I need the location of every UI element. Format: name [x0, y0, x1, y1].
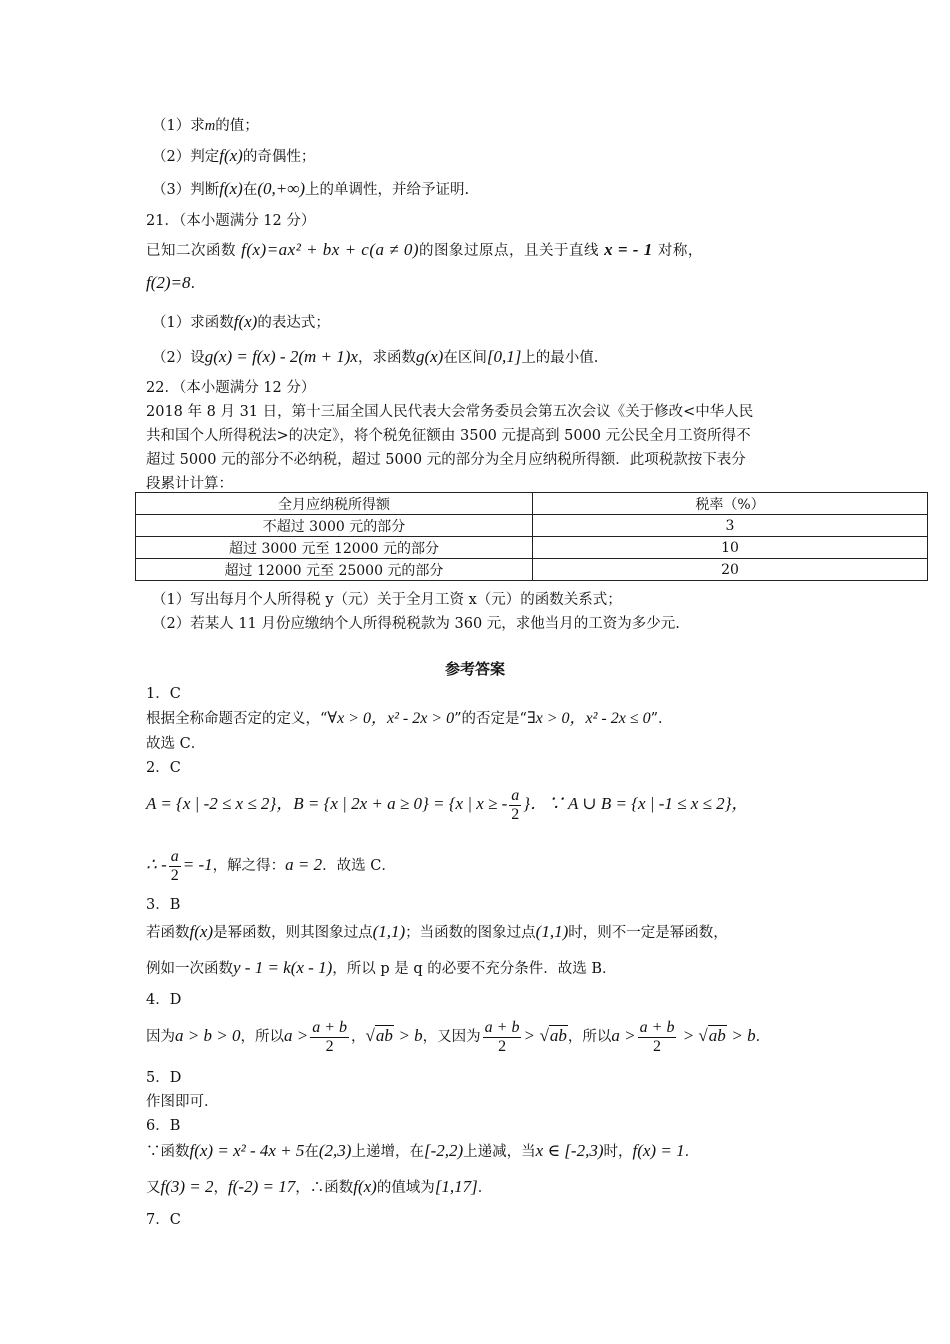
answer-3-head: 3．B	[146, 897, 181, 913]
fraction: $\frac{a + b}{2}$	[312, 1018, 347, 1055]
q20-part2: （2）判定f(x)的奇偶性；	[152, 146, 316, 165]
answer-6-line-1: ∵函数f(x) = x² - 4x + 5在(2,3)上递增，在[-2,2)上递减，当x ∈ [-2,3)时，f(x) = 1．	[146, 1141, 700, 1160]
q21-intro: 已知二次函数 f(x)=ax² + bx + c(a ≠ 0)的图象过原点，且关于直线 x = - 1 对称，	[146, 240, 703, 259]
table-cell: 超过 12000 元至 25000 元的部分	[136, 559, 533, 581]
answer-2-line-2: ∴ - $\frac{a}{2}$ = -1，解之得：a = 2．故选 C．	[146, 847, 396, 884]
table-header-row	[136, 493, 928, 515]
answer-7-head: 7．C	[146, 1212, 181, 1228]
answer-6-head: 6．B	[146, 1118, 181, 1134]
fraction: $\frac{a + b}{2}$	[639, 1018, 675, 1055]
q21-condition: f(2)=8.	[146, 273, 196, 292]
answer-1-head: 1．C	[146, 686, 181, 702]
answer-3-line-2: 例如一次函数y - 1 = k(x - 1)，所以 p 是 q 的必要不充分条件．故选 B．	[146, 958, 617, 977]
q22-para-line-4: 段累计计算：	[146, 476, 233, 492]
table-cell: 10	[533, 537, 928, 559]
q20-part1: （1）求m的值；	[152, 118, 259, 134]
table-cell: 超过 3000 元至 12000 元的部分	[136, 537, 533, 559]
table-cell: 20	[533, 559, 928, 581]
answer-4-head: 4．D	[146, 992, 182, 1008]
answer-5-head: 5．D	[146, 1070, 182, 1086]
answer-2-line-1: A = {x | -2 ≤ x ≤ 2}，B = {x | 2x + a ≥ 0} = {x | x ≥ - $\frac{a}{2}$ }．∵ A ∪ B = {x | -1 ≤ x ≤ 2}，	[146, 786, 749, 823]
q22-para-line-2: 共和国个人所得税法>的决定》，将个税免征额由 3500 元提高到 5000 元公民全月工资所得不	[146, 428, 751, 444]
q22-part2: （2）若某人 11 月份应缴纳个人所得税税款为 360 元，求他当月的工资为多少元.	[152, 616, 680, 632]
answer-6-line-2: 又f(3) = 2，f(-2) = 17，∴函数f(x)的值域为[1,17]．	[146, 1177, 493, 1196]
q21-part1: （1）求函数f(x)的表达式；	[152, 312, 330, 331]
table-row	[136, 537, 928, 559]
answer-5-line: 作图即可．	[146, 1094, 219, 1110]
table-row	[136, 515, 928, 537]
table-cell: 不超过 3000 元的部分	[136, 515, 533, 537]
answer-1-line-1: 根据全称命题否定的定义，“∀x > 0，x² - 2x > 0”的否定是“∃x > 0，x² - 2x ≤ 0”．	[146, 710, 673, 727]
q22-part1: （1）写出每月个人所得税 y（元）关于全月工资 x（元）的函数关系式；	[152, 592, 622, 608]
answer-2-head: 2．C	[146, 760, 181, 776]
q21-header: 21．（本小题满分 12 分）	[146, 213, 316, 229]
table-row	[136, 559, 928, 581]
fraction: $\frac{a + b}{2}$	[484, 1018, 520, 1055]
q22-header: 22．（本小题满分 12 分）	[146, 380, 316, 396]
tax-rate-table	[135, 492, 928, 581]
fraction: $\frac{a}{2}$	[170, 847, 179, 884]
q21-part2: （2）设g(x) = f(x) - 2(m + 1)x，求函数g(x)在区间[0,1]上的最小值.	[152, 347, 599, 366]
answer-1-line-2: 故选 C．	[146, 736, 206, 752]
fraction: $\frac{a}{2}$	[511, 786, 520, 823]
answer-3-line-1: 若函数f(x)是幂函数，则其图象过点(1,1)；当函数的图象过点(1,1)时，则不一定是幂函数，	[146, 922, 728, 941]
q20-part3: （3）判断f(x)在(0,+∞)上的单调性，并给予证明.	[152, 179, 470, 198]
q22-para-line-3: 超过 5000 元的部分不必纳税，超过 5000 元的部分为全月应纳税所得额．此项税款按下表分	[146, 452, 746, 468]
q22-para-line-1: 2018 年 8 月 31 日，第十三届全国人民代表大会常务委员会第五次会议《关于修改<中华人民	[146, 404, 754, 420]
table-cell: 3	[533, 515, 928, 537]
answer-4-line: 因为a > b > 0，所以a > $\frac{a + b}{2}$ ，√ab > b，又因为 $\frac{a + b}{2}$ > √ab，所以a > $\frac{a + b}{2}$ > √ab > b．	[146, 1018, 771, 1055]
answers-title: 参考答案	[444, 660, 505, 678]
table-header-cell: 税率（%）	[533, 493, 928, 515]
table-header-cell: 全月应纳税所得额	[136, 493, 533, 515]
